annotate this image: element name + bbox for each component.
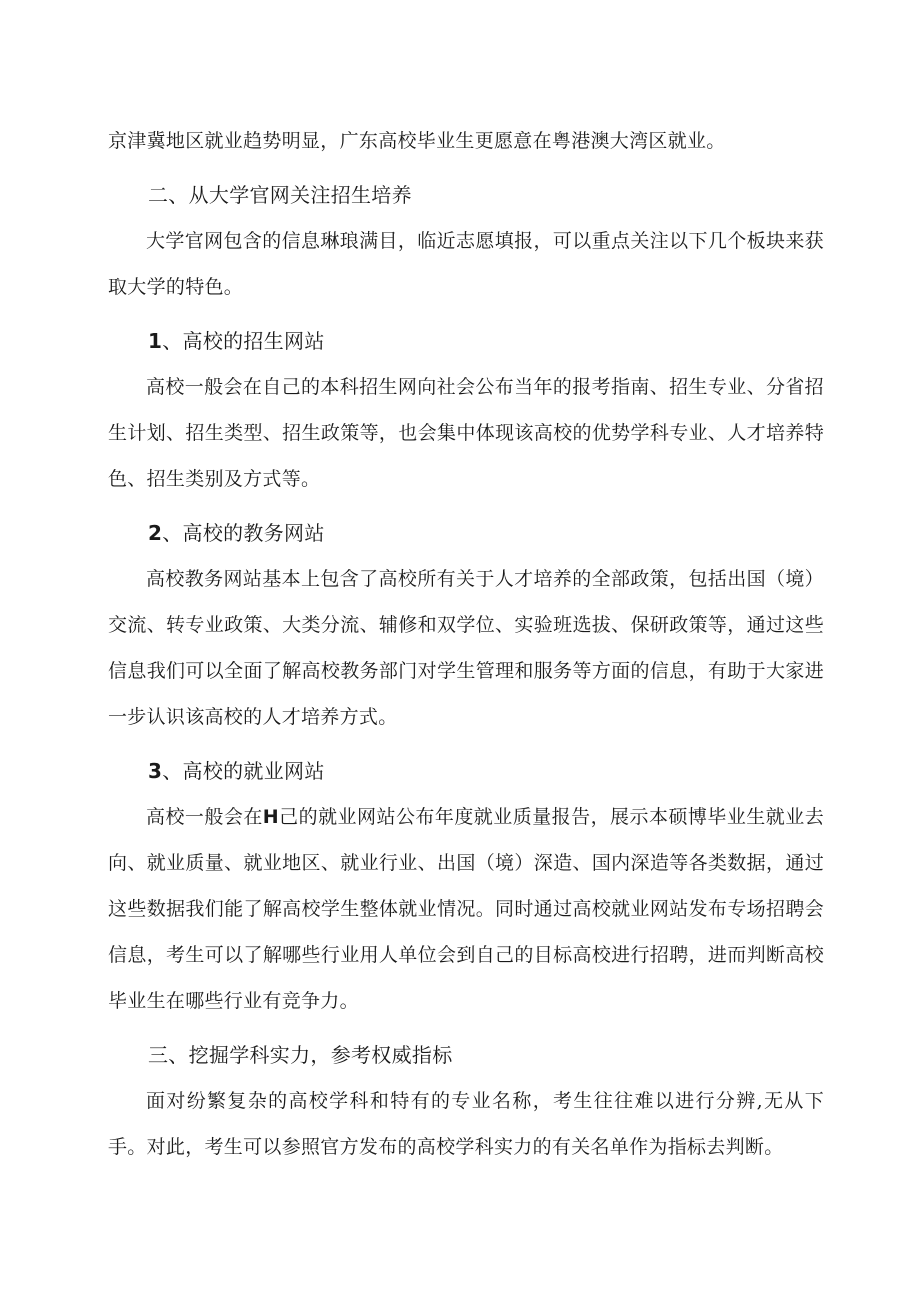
subheading-text: 、高校的招生网站 <box>162 329 325 353</box>
paragraph-continuation: 京津冀地区就业趋势明显，广东高校毕业生更愿意在粤港澳大湾区就业。 <box>108 130 726 152</box>
subheading-academic-affairs-site <box>108 510 824 556</box>
paragraph-discipline-strength: 面对纷繁复杂的高校学科和特有的专业名称，考生往往难以进行分辨,无从下手。对此，考生可以参照官方发布的高校学科实力的有关名单作为指标去判断。 <box>108 1090 824 1158</box>
paragraph-text-after: 己的就业网站公布年度就业质量报告，展示本硕博毕业生就业去向、就业质量、就业地区、就业行业、出国（境）深造、国内深造等各类数据，通过这些数据我们能了解高校学生整体就业情况。同时通过高校就业网站发布专场招聘会信息，考生可以了解哪些行业用人单位会到自己的目标高校进行招聘，进而判断高校毕业生在哪些行业有竞争力。 <box>108 806 824 1012</box>
paragraph-admissions-site: 高校一般会在自己的本科招生网向社会公布当年的报考指南、招生专业、分省招生计划、招生类型、招生政策等，也会集中体现该高校的优势学科专业、人才培养特色、招生类别及方式等。 <box>108 376 824 490</box>
paragraph-bold-glyph: H <box>262 806 279 828</box>
section-heading-3: 三、挖掘学科实力，参考权威指标 <box>148 1043 453 1067</box>
paragraph-employment-site <box>108 794 824 1024</box>
subheading-text: 、高校的教务网站 <box>162 521 325 545</box>
paragraph-official-site: 大学官网包含的信息琳琅满目，临近志愿填报，可以重点关注以下几个板块来获取大学的特色。 <box>108 230 824 298</box>
paragraph-text-before: 高校一般会在 <box>146 806 263 828</box>
paragraph-academic-affairs-site: 高校教务网站基本上包含了高校所有关于人才培养的全部政策，包括出国（境）交流、转专业政策、大类分流、辅修和双学位、实验班选拔、保研政策等，通过这些信息我们可以全面了解高校教务部门对学生管理和服务等方面的信息，有助于大家进一步认识该高校的人才培养方式。 <box>108 568 824 728</box>
section-heading-2: 二、从大学官网关注招生培养 <box>148 183 412 207</box>
document-body <box>108 118 824 1170</box>
subheading-admissions-site <box>108 318 824 364</box>
subheading-employment-site <box>108 748 824 794</box>
subheading-text: 、高校的就业网站 <box>162 759 325 783</box>
subheading-number: 2 <box>148 521 163 545</box>
subheading-number: 1 <box>148 329 163 353</box>
subheading-number: 3 <box>148 759 163 783</box>
